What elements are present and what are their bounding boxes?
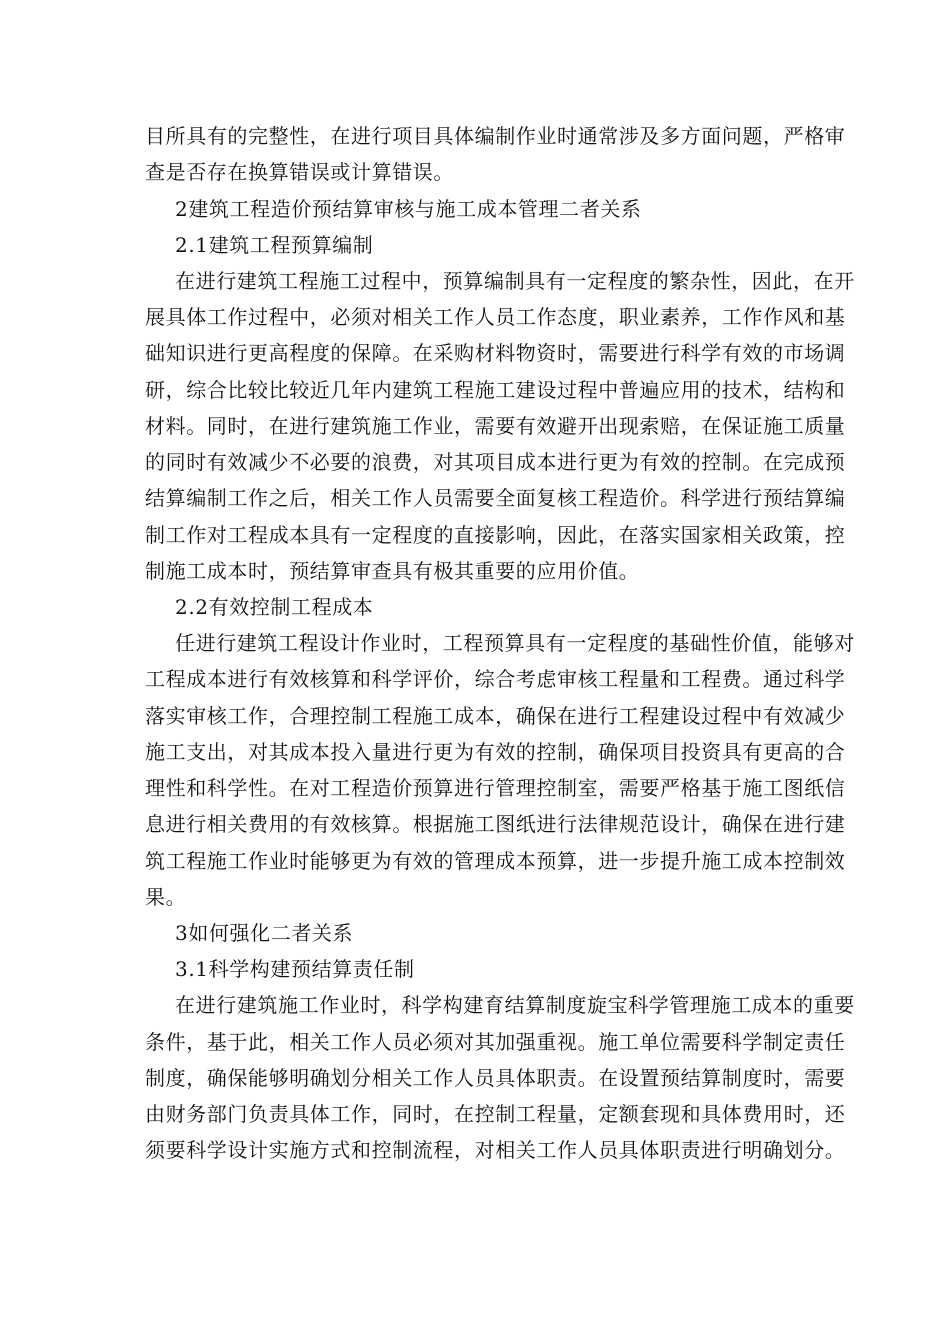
section-heading: 3如何强化二者关系: [175, 921, 354, 945]
section-heading: 2建筑工程造价预结算审核与施工成本管理二者关系: [175, 197, 642, 221]
body-line: 制度，确保能够明确划分相关工作人员具体职责。在设置预结算制度时，需要: [145, 1066, 846, 1090]
body-line: 理性和科学性。在对工程造价预算进行管理控制室，需要严格基于施工图纸信: [145, 776, 846, 800]
body-line: 展具体工作过程中，必须对相关工作人员工作态度，职业素养，工作作风和基: [145, 305, 846, 329]
body-line: 材料。同时，在进行建筑施工作业，需要有效避开出现索赔，在保证施工质量: [145, 414, 846, 438]
body-line: 在进行建筑施工作业时，科学构建育结算制度旋宝科学管理施工成本的重要: [175, 993, 855, 1017]
body-line: 查是否存在换算错误或计算错误。: [145, 160, 454, 184]
body-line: 须要科学设计实施方式和控制流程，对相关工作人员具体职责进行明确划分。: [145, 1138, 846, 1162]
subsection-heading: 2.1建筑工程预算编制: [175, 233, 374, 257]
body-line: 果。: [145, 885, 187, 909]
body-line: 息进行相关费用的有效核算。根据施工图纸进行法律规范设计，确保在进行建: [145, 812, 846, 836]
body-line: 筑工程施工作业时能够更为有效的管理成本预算，进一步提升施工成本控制效: [145, 849, 846, 873]
body-line: 的同时有效减少不必要的浪费，对其项目成本进行更为有效的控制。在完成预: [145, 450, 846, 474]
body-line: 工程成本进行有效核算和科学评价，综合考虑审核工程量和工程费。通过科学: [145, 667, 846, 691]
body-line: 任进行建筑工程设计作业时，工程预算具有一定程度的基础性价值，能够对: [175, 631, 855, 655]
body-line: 施工支出，对其成本投入量进行更为有效的控制，确保项目投资具有更高的合: [145, 740, 846, 764]
subsection-heading: 3.1科学构建预结算责任制: [175, 957, 415, 981]
body-line: 制施工成本时，预结算审查具有极其重要的应用价值。: [145, 559, 640, 583]
body-line: 制工作对工程成本具有一定程度的直接影响，因此，在落实国家相关政策，控: [145, 523, 846, 547]
body-line: 础知识进行更高程度的保障。在采购材料物资时，需要进行科学有效的市场调: [145, 341, 846, 365]
body-line: 落实审核工作，合理控制工程施工成本，确保在进行工程建设过程中有效减少: [145, 704, 846, 728]
body-line: 条件，基于此，相关工作人员必须对其加强重视。施工单位需要科学制定责任: [145, 1030, 846, 1054]
subsection-heading: 2.2有效控制工程成本: [175, 595, 374, 619]
body-line: 研，综合比较比较近几年内建筑工程施工建设过程中普遍应用的技术，结构和: [145, 378, 846, 402]
body-line: 目所具有的完整性，在进行项目具体编制作业时通常涉及多方面问题，严格审: [145, 124, 846, 148]
body-line: 由财务部门负责具体工作，同时，在控制工程量，定额套现和具体费用时，还: [145, 1102, 846, 1126]
body-line: 结算编制工作之后，相关工作人员需要全面复核工程造价。科学进行预结算编: [145, 486, 846, 510]
body-line: 在进行建筑工程施工过程中，预算编制具有一定程度的繁杂性，因此，在开: [175, 269, 855, 293]
